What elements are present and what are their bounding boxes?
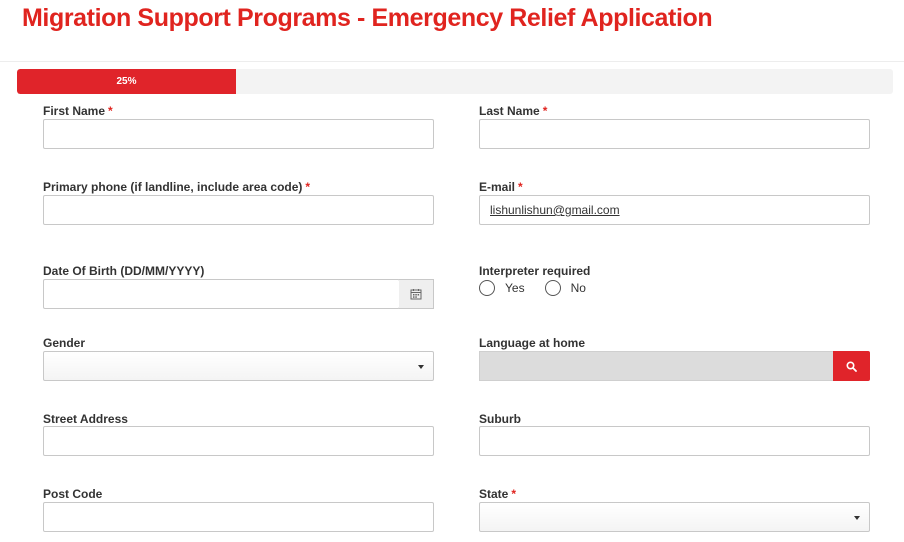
gender-label: Gender xyxy=(43,336,86,350)
street-input[interactable] xyxy=(43,426,434,456)
radio-no[interactable] xyxy=(545,280,561,296)
interpreter-label: Interpreter required xyxy=(479,264,591,278)
state-select[interactable] xyxy=(479,502,870,532)
interpreter-yes-option[interactable] xyxy=(479,280,525,296)
interpreter-no-option[interactable] xyxy=(545,280,586,296)
chevron-down-icon xyxy=(418,365,424,369)
street-label: Street Address xyxy=(43,412,128,426)
title-divider xyxy=(0,61,904,62)
radio-yes-label: Yes xyxy=(505,281,525,295)
first-name-label: First Name * xyxy=(43,104,113,118)
language-input[interactable] xyxy=(479,351,833,381)
state-label: State * xyxy=(479,487,517,501)
phone-label: Primary phone (if landline, include area code) * xyxy=(43,180,311,194)
suburb-input[interactable] xyxy=(479,426,870,456)
last-name-input[interactable] xyxy=(479,119,870,149)
language-search-button[interactable] xyxy=(833,351,870,381)
last-name-label: Last Name * xyxy=(479,104,548,118)
page-title: Migration Support Programs - Emergency Relief Application xyxy=(22,4,713,32)
interpreter-radio-group xyxy=(479,280,606,296)
calendar-button[interactable] xyxy=(399,279,434,309)
progress-bar xyxy=(17,69,893,94)
email-label: E-mail * xyxy=(479,180,523,194)
language-label: Language at home xyxy=(479,336,586,350)
radio-yes[interactable] xyxy=(479,280,495,296)
email-input[interactable] xyxy=(479,195,870,225)
progress-fill xyxy=(17,69,236,94)
email-value: lishunlishun@gmail.com xyxy=(490,203,620,217)
progress-label: 25% xyxy=(116,76,137,87)
postcode-input[interactable] xyxy=(43,502,434,532)
suburb-label: Suburb xyxy=(479,412,521,426)
dob-label: Date Of Birth (DD/MM/YYYY) xyxy=(43,264,205,278)
chevron-down-icon xyxy=(854,516,860,520)
postcode-label: Post Code xyxy=(43,487,103,501)
phone-input[interactable] xyxy=(43,195,434,225)
search-icon xyxy=(846,361,857,372)
radio-no-label: No xyxy=(570,281,586,295)
gender-select[interactable] xyxy=(43,351,434,381)
dob-input[interactable] xyxy=(43,279,400,309)
first-name-input[interactable] xyxy=(43,119,434,149)
calendar-icon xyxy=(410,288,422,300)
